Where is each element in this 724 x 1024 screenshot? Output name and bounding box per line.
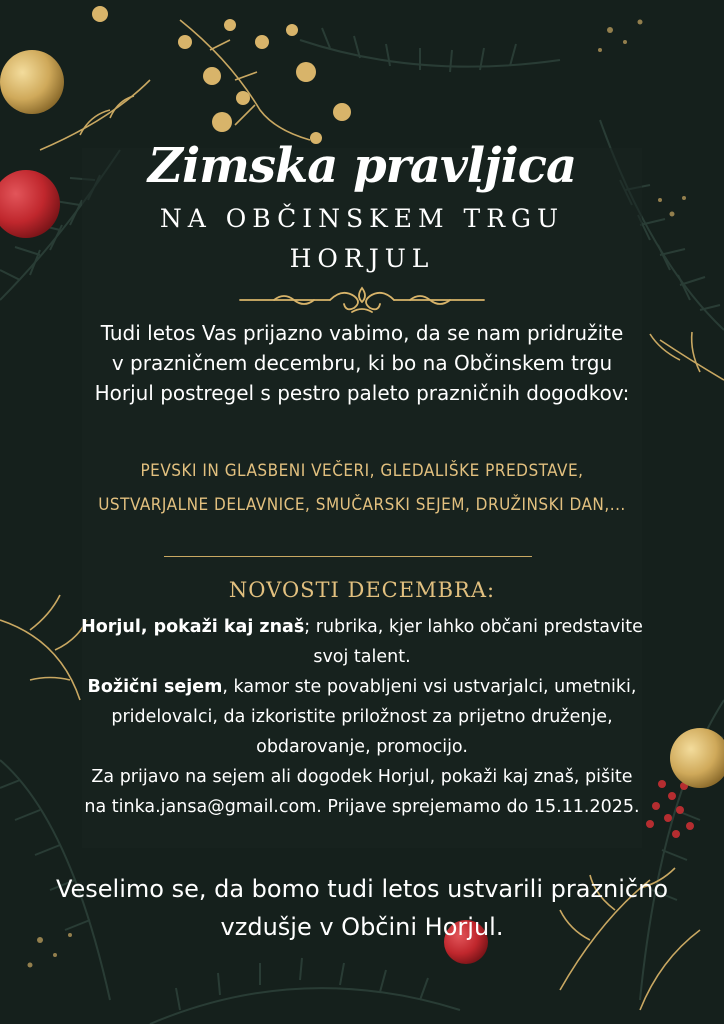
poster-title: Zimska pravljica bbox=[147, 138, 577, 194]
christmas-fair-text: , kamor ste povabljeni vsi ustvarjalci, umetniki, pridelovalci, da izkoristite priložnost za prijetno druženje, obdarovanje, promocijo. bbox=[111, 677, 637, 757]
intro-text: Tudi letos Vas prijazno vabimo, da se nam pridružite v prazničnem decembru, ki bo na Občinskem trgu Horjul postregel s pestro paleto prazničnih dogodkov: bbox=[94, 321, 630, 405]
poster-place: HORJUL bbox=[289, 244, 435, 273]
poster-subtitle: NA OBČINSKEM TRGU bbox=[159, 204, 565, 233]
christmas-fair-title: Božični sejem bbox=[87, 677, 223, 697]
news-heading: NOVOSTI DECEMBRA: bbox=[228, 578, 496, 602]
talent-show-title: Horjul, pokaži kaj znaš bbox=[81, 617, 305, 637]
news-body bbox=[80, 612, 644, 822]
registration-text: Za prijavo na sejem ali dogodek Horjul, pokaži kaj znaš, pišite na tinka.jansa@gmail.com. Prijave sprejemamo do 15.11.2025. bbox=[84, 767, 640, 817]
talent-show-text: ; rubrika, kjer lahko občani predstavite svoj talent. bbox=[304, 617, 643, 667]
section-divider bbox=[164, 556, 532, 557]
event-list: PEVSKI IN GLASBENI VEČERI, GLEDALIŠKE PREDSTAVE, USTVARJALNE DELAVNICE, SMUČARSKI SEJEM, DRUŽINSKI DAN,... bbox=[98, 461, 626, 515]
closing-message: Veselimo se, da bomo tudi letos ustvarili praznično vzdušje v Občini Horjul. bbox=[55, 875, 669, 941]
gold-flourish-divider bbox=[234, 282, 490, 318]
